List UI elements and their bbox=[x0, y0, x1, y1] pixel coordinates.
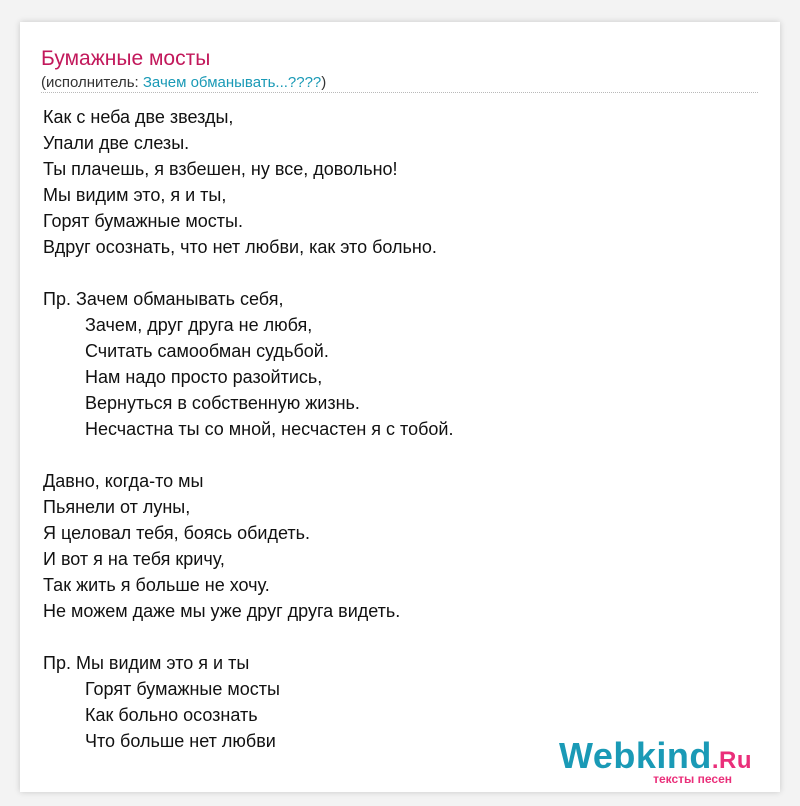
divider bbox=[41, 92, 758, 93]
lyric-line: Давно, когда-то мы bbox=[43, 471, 204, 491]
lyric-line: Вдруг осознать, что нет любви, как это больно. bbox=[43, 237, 437, 257]
lyric-line: Нам надо просто разойтись, bbox=[85, 367, 323, 387]
lyric-line: Как больно осознать bbox=[85, 705, 258, 725]
logo-tld: .Ru bbox=[711, 747, 752, 774]
lyric-line: Пр. Зачем обманывать себя, bbox=[43, 289, 284, 309]
song-title: Бумажные мосты bbox=[41, 47, 211, 70]
artist-link[interactable]: Зачем обманывать...???? bbox=[142, 74, 322, 91]
lyric-line: Упали две слезы. bbox=[43, 133, 190, 153]
lyric-line: Зачем, друг друга не любя, bbox=[85, 315, 313, 335]
logo-main-text: Webkind bbox=[558, 735, 712, 776]
artist-prefix: (исполнитель: bbox=[41, 74, 143, 91]
lyric-line: Считать самообман судьбой. bbox=[85, 341, 329, 361]
logo-tagline: тексты песен bbox=[653, 772, 732, 786]
lyric-line: Что больше нет любви bbox=[85, 731, 276, 751]
lyrics-card bbox=[20, 22, 780, 792]
lyric-line: Горят бумажные мосты. bbox=[43, 211, 243, 231]
lyric-line: Как с неба две звезды, bbox=[43, 107, 234, 127]
lyric-line: Вернуться в собственную жизнь. bbox=[85, 393, 360, 413]
lyric-line: И вот я на тебя кричу, bbox=[43, 549, 225, 569]
lyric-line: Пьянели от луны, bbox=[43, 497, 191, 517]
artist-suffix: ) bbox=[321, 74, 327, 91]
logo-wordmark bbox=[559, 735, 752, 777]
webkind-logo[interactable] bbox=[558, 735, 752, 786]
lyric-line: Пр. Мы видим это я и ты bbox=[43, 653, 250, 673]
stanza-gap bbox=[43, 260, 453, 286]
stanza-gap bbox=[43, 442, 453, 468]
lyric-line: Не можем даже мы уже друг друга видеть. bbox=[43, 601, 401, 621]
stanza-gap bbox=[43, 624, 453, 650]
lyrics-text bbox=[43, 104, 453, 754]
lyric-line: Горят бумажные мосты bbox=[85, 679, 280, 699]
lyric-line: Мы видим это, я и ты, bbox=[43, 185, 227, 205]
lyric-line: Несчастна ты со мной, несчастен я с тобой. bbox=[85, 419, 454, 439]
lyric-line: Я целовал тебя, боясь обидеть. bbox=[43, 523, 310, 543]
lyric-line: Ты плачешь, я взбешен, ну все, довольно! bbox=[43, 159, 398, 179]
artist-line bbox=[41, 74, 326, 91]
lyric-line: Так жить я больше не хочу. bbox=[43, 575, 270, 595]
